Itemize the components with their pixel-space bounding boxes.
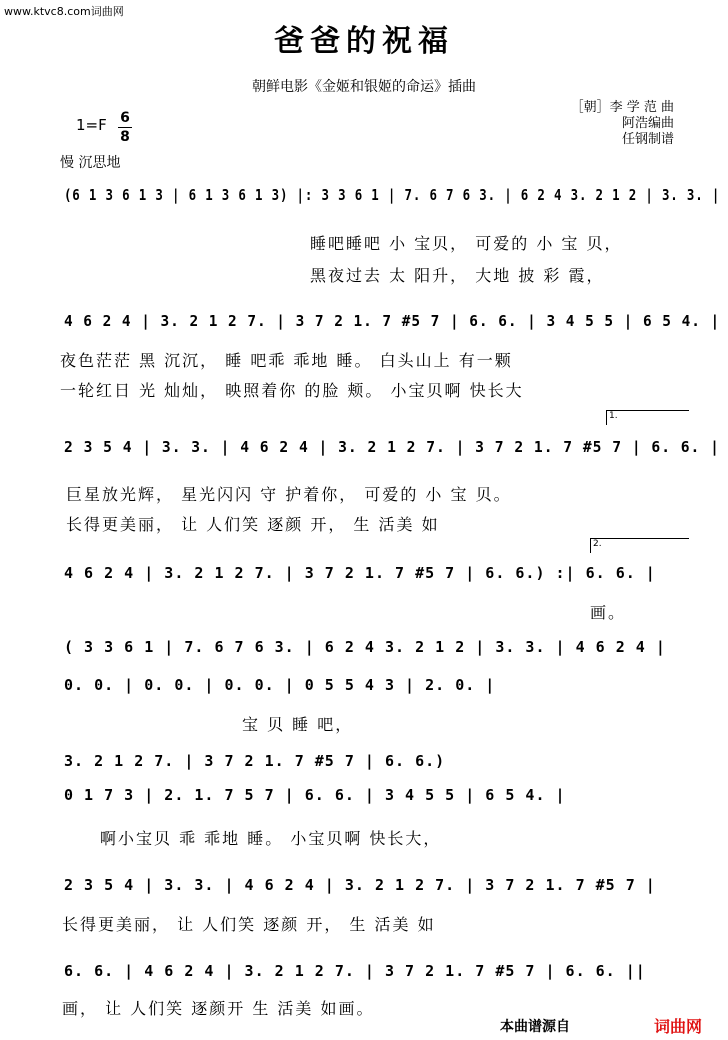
lyric-line-3a: 巨星放光辉， 星光闪闪 守 护着你， 可爱的 小 宝 贝。 — [66, 485, 512, 504]
lyric-line-8: 画， 让 人们笑 逐颜开 生 活美 如画。 — [62, 999, 375, 1018]
lyric-line-7: 长得更美丽， 让 人们笑 逐颜 开， 生 活美 如 — [62, 915, 436, 934]
lyric-line-1b: 黑夜过去 太 阳升， 大地 披 彩 霞， — [310, 266, 605, 285]
volta-2 — [590, 538, 689, 553]
time-signature — [118, 110, 132, 145]
lyric-line-2b: 一轮红日 光 灿灿， 映照着你 的脸 颊。 小宝贝啊 快长大 — [60, 381, 524, 400]
lyric-line-5: 宝 贝 睡 吧， — [242, 715, 354, 734]
music-line-1: (6 1 3 6 1 3 | 6 1 3 6 1 3) |: 3 3 6 1 | 7. 6 7 6 3. | 6 2 4 3. 2 1 2 | 3. 3. | — [64, 186, 721, 204]
volta-1-label: 1. — [609, 411, 618, 421]
composer-credit: ［朝］李 学 范 曲 — [570, 100, 674, 115]
lyric-line-1a: 睡吧睡吧 小 宝贝， 可爱的 小 宝 贝， — [310, 234, 623, 253]
tempo-marking: 慢 沉思地 — [60, 155, 121, 171]
lyric-line-3b: 长得更美丽， 让 人们笑 逐颜 开， 生 活美 如 — [66, 515, 440, 534]
site-watermark[interactable]: www.ktvc8.com词曲网 — [4, 5, 124, 18]
music-line-2: 4 6 2 4 | 3. 2 1 2 7. | 3 7 2 1. 7 #5 7 | 6. 6. | 3 4 5 5 | 6 5 4. | — [64, 312, 721, 330]
notation-credit: 任钢制谱 — [621, 132, 674, 147]
music-line-7: 2 3 5 4 | 3. 3. | 4 6 2 4 | 3. 2 1 2 7. | 3 7 2 1. 7 #5 7 | — [64, 876, 656, 894]
music-line-3: 2 3 5 4 | 3. 3. | 4 6 2 4 | 3. 2 1 2 7. | 3 7 2 1. 7 #5 7 | 6. 6. | — [64, 438, 720, 456]
meter-line — [118, 127, 132, 128]
site-logo[interactable]: 词曲网 — [654, 1017, 703, 1036]
music-line-5a: ( 3 3 6 1 | 7. 6 7 6 3. | 6 2 4 3. 2 1 2 | 3. 3. | 4 6 2 4 | — [64, 638, 666, 656]
lyric-line-6: 啊小宝贝 乖 乖地 睡。 小宝贝啊 快长大， — [100, 829, 442, 848]
volta-2-label: 2. — [593, 539, 602, 549]
music-line-4: 4 6 2 4 | 3. 2 1 2 7. | 3 7 2 1. 7 #5 7 | 6. 6.) :| 6. 6. | — [64, 564, 656, 582]
music-line-5b: 0. 0. | 0. 0. | 0. 0. | 0 5 5 4 3 | 2. 0. | — [64, 676, 496, 694]
music-line-8: 6. 6. | 4 6 2 4 | 3. 2 1 2 7. | 3 7 2 1. 7 #5 7 | 6. 6. || — [64, 962, 646, 980]
meter-bottom: 8 — [120, 129, 130, 145]
music-line-6b: 0 1 7 3 | 2. 1. 7 5 7 | 6. 6. | 3 4 5 5 | 6 5 4. | — [64, 786, 566, 804]
source-note: 本曲谱源自 — [500, 1019, 570, 1035]
lyric-line-4: 画。 — [590, 603, 627, 622]
volta-1 — [606, 410, 689, 425]
music-line-6a: 3. 2 1 2 7. | 3 7 2 1. 7 #5 7 | 6. 6.) — [64, 752, 446, 770]
lyric-line-2a: 夜色茫茫 黑 沉沉， 睡 吧乖 乖地 睡。 白头山上 有一颗 — [60, 351, 513, 370]
key-signature: 1=F — [76, 116, 107, 134]
arranger-credit: 阿浩编曲 — [621, 116, 674, 131]
song-title: 爸爸的祝福 — [274, 24, 454, 59]
song-subtitle: 朝鲜电影《金姬和银姬的命运》插曲 — [252, 79, 476, 95]
meter-top: 6 — [120, 110, 130, 126]
